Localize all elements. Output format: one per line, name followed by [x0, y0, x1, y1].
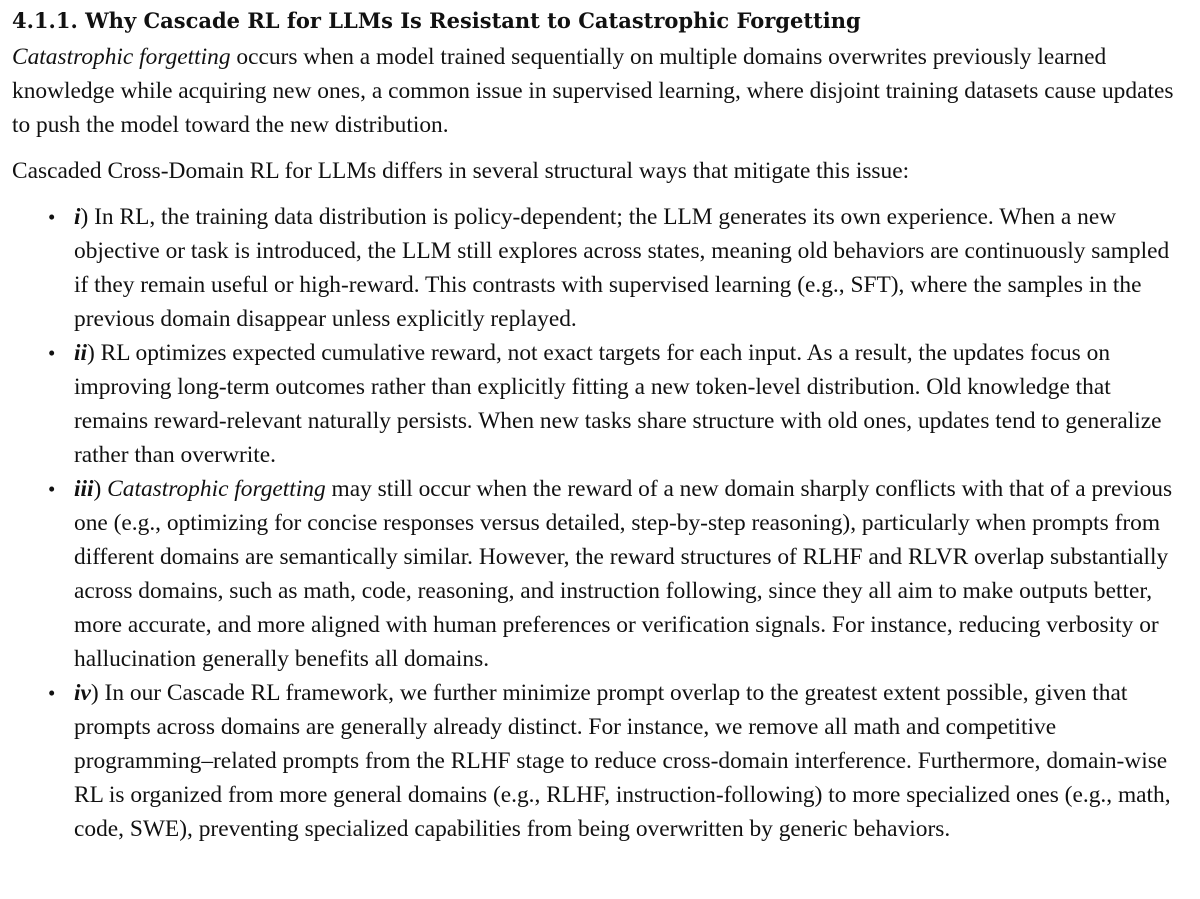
item-text: RL optimizes expected cumulative reward, not exact targets for each input. As a result, the updates focus on improving long-term outcomes rather than explicitly fitting a new token-level distribution. Old knowledge that remains reward-relevant naturally persists. When new tasks share structure with old ones, updates tend to generalize rather than overwrite.: [74, 340, 1162, 468]
section-heading: [12, 6, 1182, 36]
item-marker: iii: [74, 476, 94, 502]
item-marker: ii: [74, 340, 87, 366]
list-item: • ii) RL optimizes expected cumulative reward, not exact targets for each input. As a result, the updates focus on improving long-term outcomes rather than explicitly fitting a new token-level distribution. Old knowledge that remains reward-relevant naturally persists. When new tasks share structure with old ones, updates tend to generalize rather than overwrite.: [12, 336, 1182, 472]
item-text: In RL, the training data distribution is policy-dependent; the LLM generates its own experience. When a new objective or task is introduced, the LLM still explores across states, meaning old behaviors are continuously sampled if they remain useful or high-reward. This contrasts with supervised learning (e.g., SFT), where the samples in the previous domain disappear unless explicitly replayed.: [74, 204, 1170, 332]
bullet-list: [12, 200, 1182, 846]
list-item: • iv) In our Cascade RL framework, we further minimize prompt overlap to the greatest extent possible, given that prompts across domains are generally already distinct. For instance, we remove all math and competitive programming–related prompts from the RLHF stage to reduce cross-domain interference. Furthermore, domain-wise RL is organized from more general domains (e.g., RLHF, instruction-following) to more specialized ones (e.g., math, code, SWE), preventing specialized capabilities from being overwritten by generic behaviors.: [12, 676, 1182, 846]
item-text: In our Cascade RL framework, we further minimize prompt overlap to the greatest extent possible, given that prompts across domains are generally already distinct. For instance, we remove all math and competitive programming–related prompts from the RLHF stage to reduce cross-domain interference. Furthermore, domain-wise RL is organized from more general domains (e.g., RLHF, instruction-following) to more specialized ones (e.g., math, code, SWE), preventing specialized capabilities from being overwritten by generic behaviors.: [74, 680, 1171, 842]
bullet-dot-icon: •: [48, 477, 56, 501]
intro-text: occurs when a model trained sequentially on multiple domains overwrites previously learned knowledge while acquiring new ones, a common issue in supervised learning, where disjoint training datasets cause updates to push the model toward the new distribution.: [12, 44, 1174, 138]
lead-paragraph: Cascaded Cross-Domain RL for LLMs differs in several structural ways that mitigate this issue:: [12, 158, 910, 184]
list-item: • i) In RL, the training data distribution is policy-dependent; the LLM generates its own experience. When a new objective or task is introduced, the LLM still explores across states, meaning old behaviors are continuously sampled if they remain useful or high-reward. This contrasts with supervised learning (e.g., SFT), where the samples in the previous domain disappear unless explicitly replayed.: [12, 200, 1182, 336]
section-number: 4.1.1.: [12, 8, 78, 33]
section-title: Why Cascade RL for LLMs Is Resistant to Catastrophic Forgetting: [85, 8, 861, 33]
list-item: • iii) Catastrophic forgetting may still occur when the reward of a new domain sharply conflicts with that of a previous one (e.g., optimizing for concise responses versus detailed, step-by-step reasoning), particularly when prompts from different domains are semantically similar. However, the reward structures of RLHF and RLVR overlap substantially across domains, such as math, code, reasoning, and instruction following, since they all aim to make outputs better, more accurate, and more aligned with human preferences or verification signals. For instance, reducing verbosity or hallucination generally benefits all domains.: [12, 472, 1182, 676]
bullet-dot-icon: •: [48, 205, 56, 229]
intro-paragraph: [12, 40, 1182, 142]
item-marker: iv: [74, 680, 91, 706]
item-term: Catastrophic forgetting: [107, 476, 326, 502]
item-text: may still occur when the reward of a new domain sharply conflicts with that of a previous one (e.g., optimizing for concise responses versus detailed, step-by-step reasoning), particularly when prompts from different domains are semantically similar. However, the reward structures of RLHF and RLVR overlap substantially across domains, such as math, code, reasoning, and instruction following, since they all aim to make outputs better, more accurate, and more aligned with human preferences or verification signals. For instance, reducing verbosity or hallucination generally benefits all domains.: [74, 476, 1173, 672]
item-marker: i: [74, 204, 81, 230]
bullet-dot-icon: •: [48, 341, 56, 365]
intro-term: Catastrophic forgetting: [12, 44, 231, 70]
bullet-dot-icon: •: [48, 681, 56, 705]
